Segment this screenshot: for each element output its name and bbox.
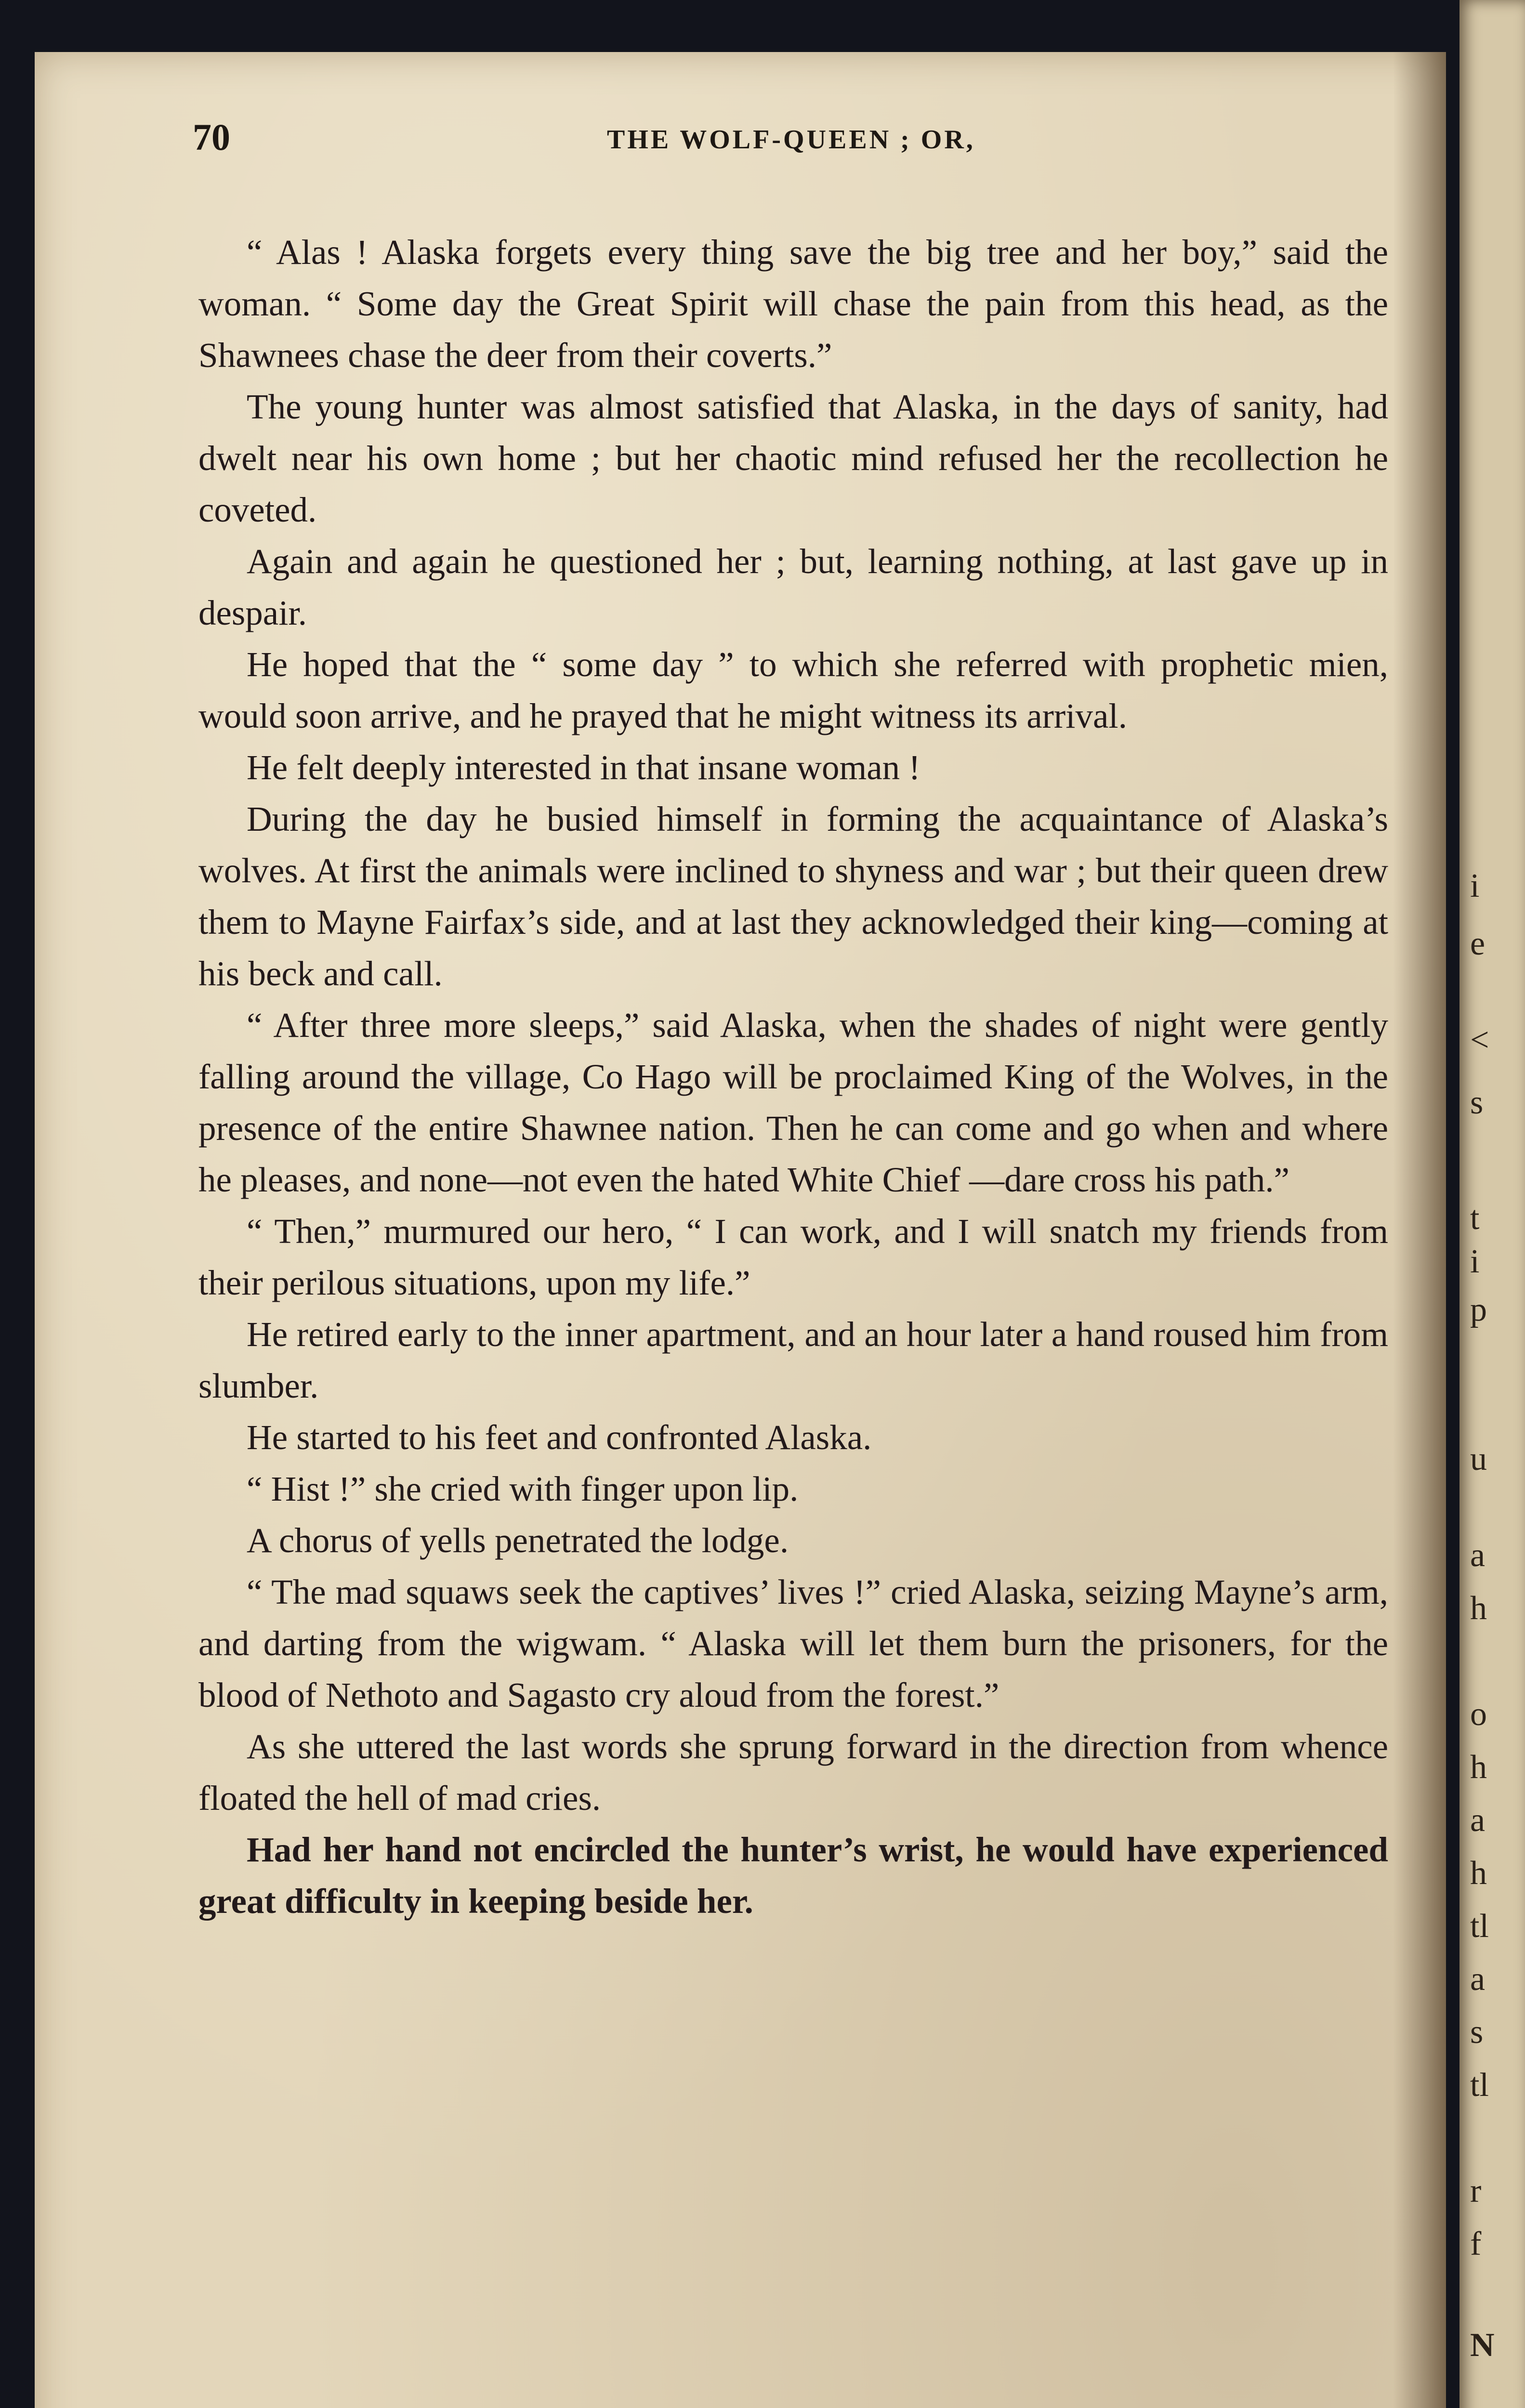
facing-page-letter: e [1470, 925, 1486, 962]
paragraph: “ After three more sleeps,” said Alaska, when the shades of night were gently falling around the village, Co Hago will be proclaimed King of the Wolves, in the presence of the entire Shawnee nation. Then he can come and go when and where he pleases, and none—not even the hated White Chief —dare cross his path.” [198, 1006, 1388, 1199]
paragraph: “ The mad squaws seek the captives’ lives !” cried Alaska, seizing Mayne’s arm, and darting from the wigwam. “ Alaska will let them burn the prisoners, for the blood of Nethoto and Sagasto cry aloud from the forest.” [198, 1572, 1388, 1714]
paragraph: He hoped that the “ some day ” to which she referred with prophetic mien, would soon arrive, and he prayed that he might witness its arrival. [198, 645, 1388, 735]
facing-page-letter: o [1470, 1696, 1487, 1733]
facing-page-letter: N [1470, 2327, 1495, 2364]
paragraph: He felt deeply interested in that insane woman ! [247, 748, 920, 787]
facing-page-letter: < [1470, 1021, 1489, 1059]
facing-page-letter: i [1470, 867, 1480, 904]
facing-page-letter: t [1470, 1200, 1480, 1237]
paragraph: He started to his feet and confronted Alaska. [247, 1418, 872, 1457]
paragraph: “ Then,” murmured our hero, “ I can work, and I will snatch my friends from their perilous situations, upon my life.” [198, 1212, 1388, 1302]
page-number: 70 [193, 116, 230, 158]
paragraph: “ Hist !” she cried with finger upon lip. [247, 1469, 799, 1508]
paragraph: A chorus of yells penetrated the lodge. [247, 1521, 789, 1560]
facing-page-letter: h [1470, 1749, 1487, 1786]
paragraph: “ Alas ! Alaska forgets every thing save the big tree and her boy,” said the woman. “ Some day the Great Spirit will chase the pain from this head, as the Shawnees chase the deer from their coverts.” [198, 233, 1388, 375]
paragraph: Had her hand not encircled the hunter’s wrist, he would have experienced great difficulty in keeping beside her. [198, 1830, 1388, 1921]
facing-page-letter: tl [1470, 2067, 1489, 2104]
facing-page-letter: r [1470, 2172, 1482, 2210]
facing-page-letter: i [1470, 1243, 1480, 1280]
facing-page-letter: p [1470, 1291, 1487, 1328]
paragraph: Again and again he questioned her ; but, learning nothing, at last gave up in despair. [198, 542, 1388, 632]
page-body-text [198, 226, 1388, 1927]
facing-page-letter: s [1470, 1084, 1484, 1121]
facing-page-letter: s [1470, 2014, 1484, 2051]
facing-page-letter: f [1470, 2225, 1482, 2263]
facing-page-edge [1459, 0, 1525, 2408]
facing-page-letter: a [1470, 1802, 1486, 1839]
facing-page-letter: u [1470, 1440, 1487, 1478]
facing-page-letter: tl [1470, 1908, 1489, 1945]
facing-page-letter: a [1470, 1537, 1486, 1574]
page-gutter-shadow [1393, 52, 1446, 2408]
paragraph: As she uttered the last words she sprung forward in the direction from whence floated the hell of mad cries. [198, 1727, 1388, 1818]
facing-page-letter: h [1470, 1855, 1487, 1892]
facing-page-letter: a [1470, 1961, 1486, 1998]
paragraph: He retired early to the inner apartment, and an hour later a hand roused him from slumber. [198, 1315, 1388, 1405]
paragraph: During the day he busied himself in forming the acquaintance of Alaska’s wolves. At first the animals were inclined to shyness and war ; but their queen drew them to Mayne Fairfax’s side, and at last they acknowledged their king—coming at his beck and call. [198, 799, 1388, 993]
running-title: THE WOLF-QUEEN ; OR, [607, 125, 975, 155]
facing-page-letter: h [1470, 1590, 1487, 1627]
page-header [193, 116, 1411, 173]
paragraph: The young hunter was almost satisfied that Alaska, in the days of sanity, had dwelt near his own home ; but her chaotic mind refused her the recollection he coveted. [198, 387, 1388, 529]
